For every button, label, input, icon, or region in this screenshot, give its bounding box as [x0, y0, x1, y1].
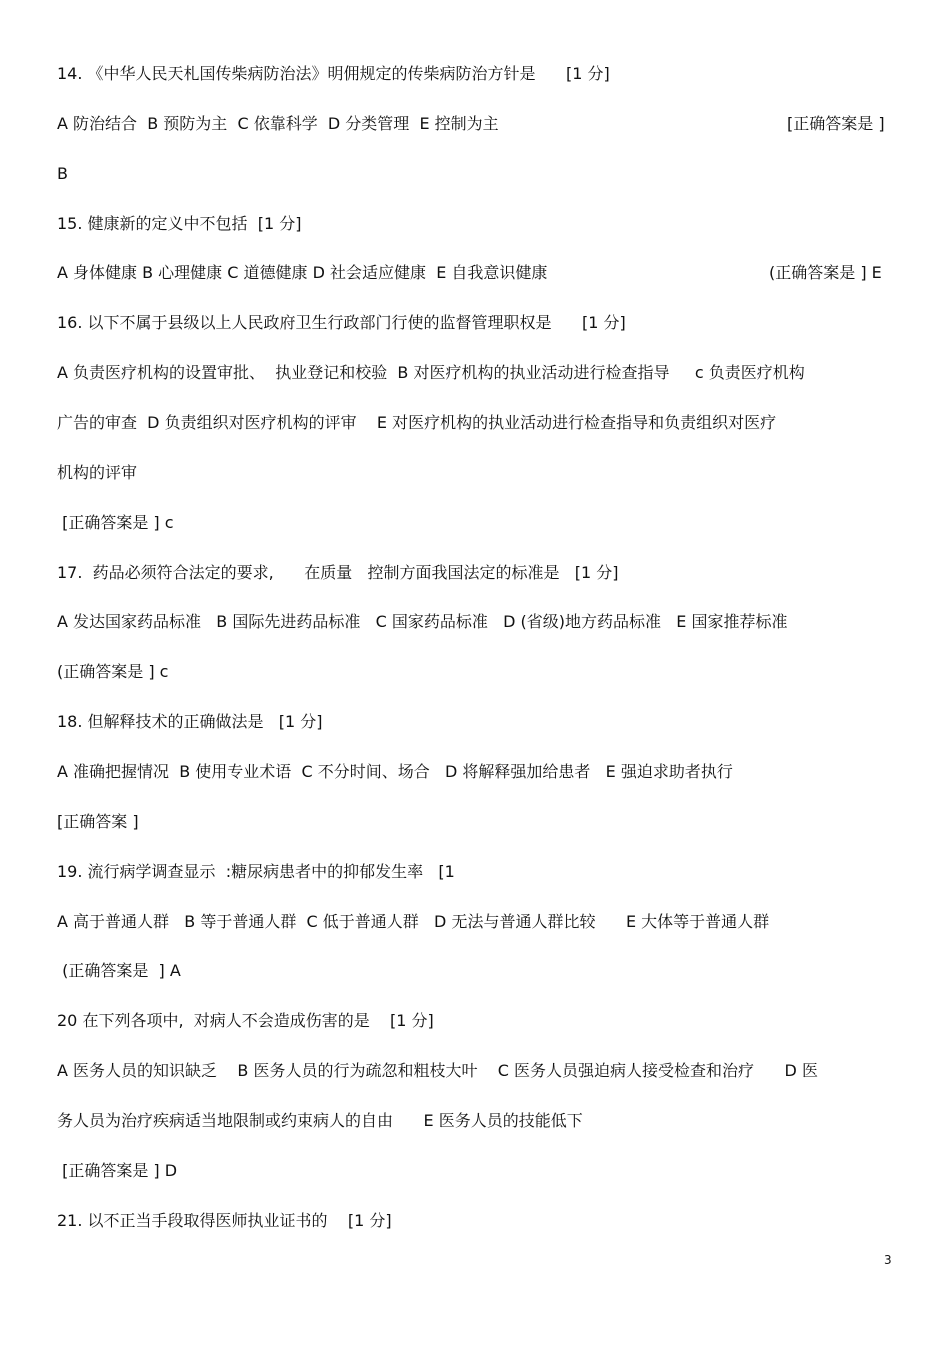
question-16-answer: [正确答案是 ] c [57, 513, 174, 532]
question-15-options: A 身体健康 B 心理健康 C 道德健康 D 社会适应健康 E 自我意识健康 [57, 263, 548, 282]
question-14-options: A 防治结合 B 预防为主 C 依靠科学 D 分类管理 E 控制为主 [57, 114, 499, 133]
question-16-options-line-3: 机构的评审 [57, 463, 138, 482]
question-16-options-line-1: A 负责医疗机构的设置审批、 执业登记和校验 B 对医疗机构的执业活动进行检查指导 c 负责医疗机构 [57, 363, 805, 382]
question-20: 20 在下列各项中, 对病人不会造成伤害的是 [1 分] [57, 1011, 434, 1030]
question-17-answer: (正确答案是 ] c [57, 662, 169, 681]
question-15-answer: (正确答案是 ] E [769, 263, 882, 282]
page-number: 3 [884, 1253, 892, 1267]
question-17-options: A 发达国家药品标准 B 国际先进药品标准 C 国家药品标准 D (省级)地方药品标准 E 国家推荐标准 [57, 612, 788, 631]
question-18: 18. 但解释技术的正确做法是 [1 分] [57, 712, 323, 731]
question-14: 14. 《中华人民天札国传柴病防治法》明佣规定的传柴病防治方针是 [1 分] [57, 64, 610, 83]
question-17: 17. 药品必须符合法定的要求, 在质量 控制方面我国法定的标准是 [1 分] [57, 563, 619, 582]
question-18-options: A 准确把握情况 B 使用专业术语 C 不分时间、场合 D 将解释强加给患者 E 强迫求助者执行 [57, 762, 733, 781]
question-20-options-line-2: 务人员为治疗疾病适当地限制或约束病人的自由 E 医务人员的技能低下 [57, 1111, 583, 1130]
question-15: 15. 健康新的定义中不包括 [1 分] [57, 214, 302, 233]
question-16-options-line-2: 广告的审查 D 负责组织对医疗机构的评审 E 对医疗机构的执业活动进行检查指导和负责组织对医疗 [57, 413, 777, 432]
question-19-answer: (正确答案是 ] A [57, 961, 181, 980]
question-19-options: A 高于普通人群 B 等于普通人群 C 低于普通人群 D 无法与普通人群比较 E 大体等于普通人群 [57, 912, 770, 931]
question-21: 21. 以不正当手段取得医师执业证书的 [1 分] [57, 1211, 392, 1230]
question-16: 16. 以下不属于县级以上人民政府卫生行政部门行使的监督管理职权是 [1 分] [57, 313, 626, 332]
question-18-answer: [正确答案 ] [57, 812, 139, 831]
question-20-options-line-1: A 医务人员的知识缺乏 B 医务人员的行为疏忽和粗枝大叶 C 医务人员强迫病人接受检查和治疗 D 医 [57, 1061, 818, 1080]
question-14-answer: B [57, 164, 68, 183]
question-20-answer: [正确答案是 ] D [57, 1161, 178, 1180]
question-14-answer-label: [正确答案是 ] [787, 114, 885, 133]
question-19: 19. 流行病学调查显示 :糖尿病患者中的抑郁发生率 [1 [57, 862, 455, 881]
